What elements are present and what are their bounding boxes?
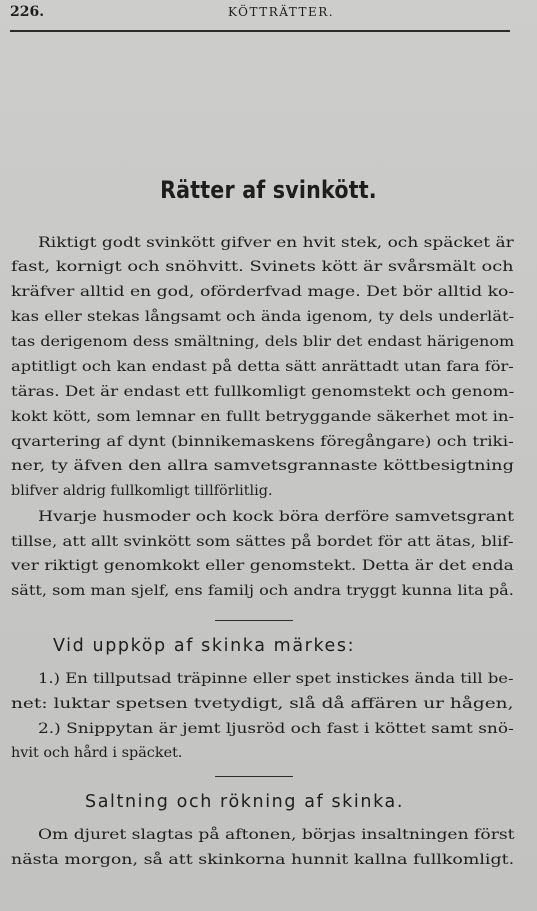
text-line: Hvarje husmoder och kock böra derföre samvetsgrant: [38, 509, 515, 525]
text-line: blifver aldrig fullkomligt tillförlitlig.: [11, 483, 273, 499]
section-heading: Vid uppköp af skinka märkes:: [53, 636, 356, 656]
chapter-title: Rätter af svinkött.: [160, 176, 377, 204]
text-line: ner, ty äfven den allra samvetsgrannaste köttbesigtning: [11, 458, 514, 474]
text-line: qvartering af dynt (binnikemaskens föregångare) och triki-: [11, 434, 514, 450]
text-line: 2.) Snippytan är jemt ljusröd och fast i köttet samt snö-: [38, 721, 514, 737]
text-line: kas eller stekas långsamt och ända igenom, ty dels underlät-: [11, 309, 515, 325]
text-line: Om djuret slagtas på aftonen, börjas insaltningen först: [38, 827, 515, 843]
section-divider: [215, 776, 293, 777]
text-line: fast, kornigt och snöhvitt. Svinets kött är svårsmält och: [11, 259, 514, 275]
header-rule: [10, 30, 510, 32]
text-line: Riktigt godt svinkött gifver en hvit stek, och späcket är: [38, 235, 514, 251]
running-title: KÖTTRÄTTER.: [228, 5, 335, 19]
section-heading: Saltning och rökning af skinka.: [85, 792, 404, 812]
page-header: [10, 4, 510, 26]
text-line: nästa morgon, så att skinkorna hunnit kallna fullkomligt.: [11, 852, 515, 868]
text-line: kräfver alltid en god, oförderfvad mage. Det bör alltid ko-: [11, 284, 515, 300]
text-line: täras. Det är endast ett fullkomligt genomstekt och genom-: [11, 384, 515, 400]
text-line: net: luktar spetsen tvetydigt, slå då affären ur hågen,: [11, 696, 514, 712]
text-line: kokt kött, som lemnar en fullt betryggande säkerhet mot in-: [11, 409, 515, 425]
section-divider: [215, 620, 293, 621]
text-line: hvit och hård i späcket.: [11, 745, 183, 761]
text-line: ver riktigt genomkokt eller genomstekt. Detta är det enda: [11, 558, 514, 574]
text-line: sätt, som man sjelf, ens familj och andra tryggt kunna lita på.: [11, 583, 514, 599]
text-line: 1.) En tillputsad träpinne eller spet instickes ända till be-: [38, 671, 514, 687]
text-line: tas derigenom dess smältning, dels blir det endast härigenom: [11, 334, 515, 350]
text-line: aptitligt och kan endast på detta sätt anrättadt utan fara för-: [11, 359, 514, 375]
text-line: tillse, att allt svinkött som sättes på bordet för att ätas, blif-: [11, 534, 514, 550]
page-number: 226.: [10, 4, 45, 20]
